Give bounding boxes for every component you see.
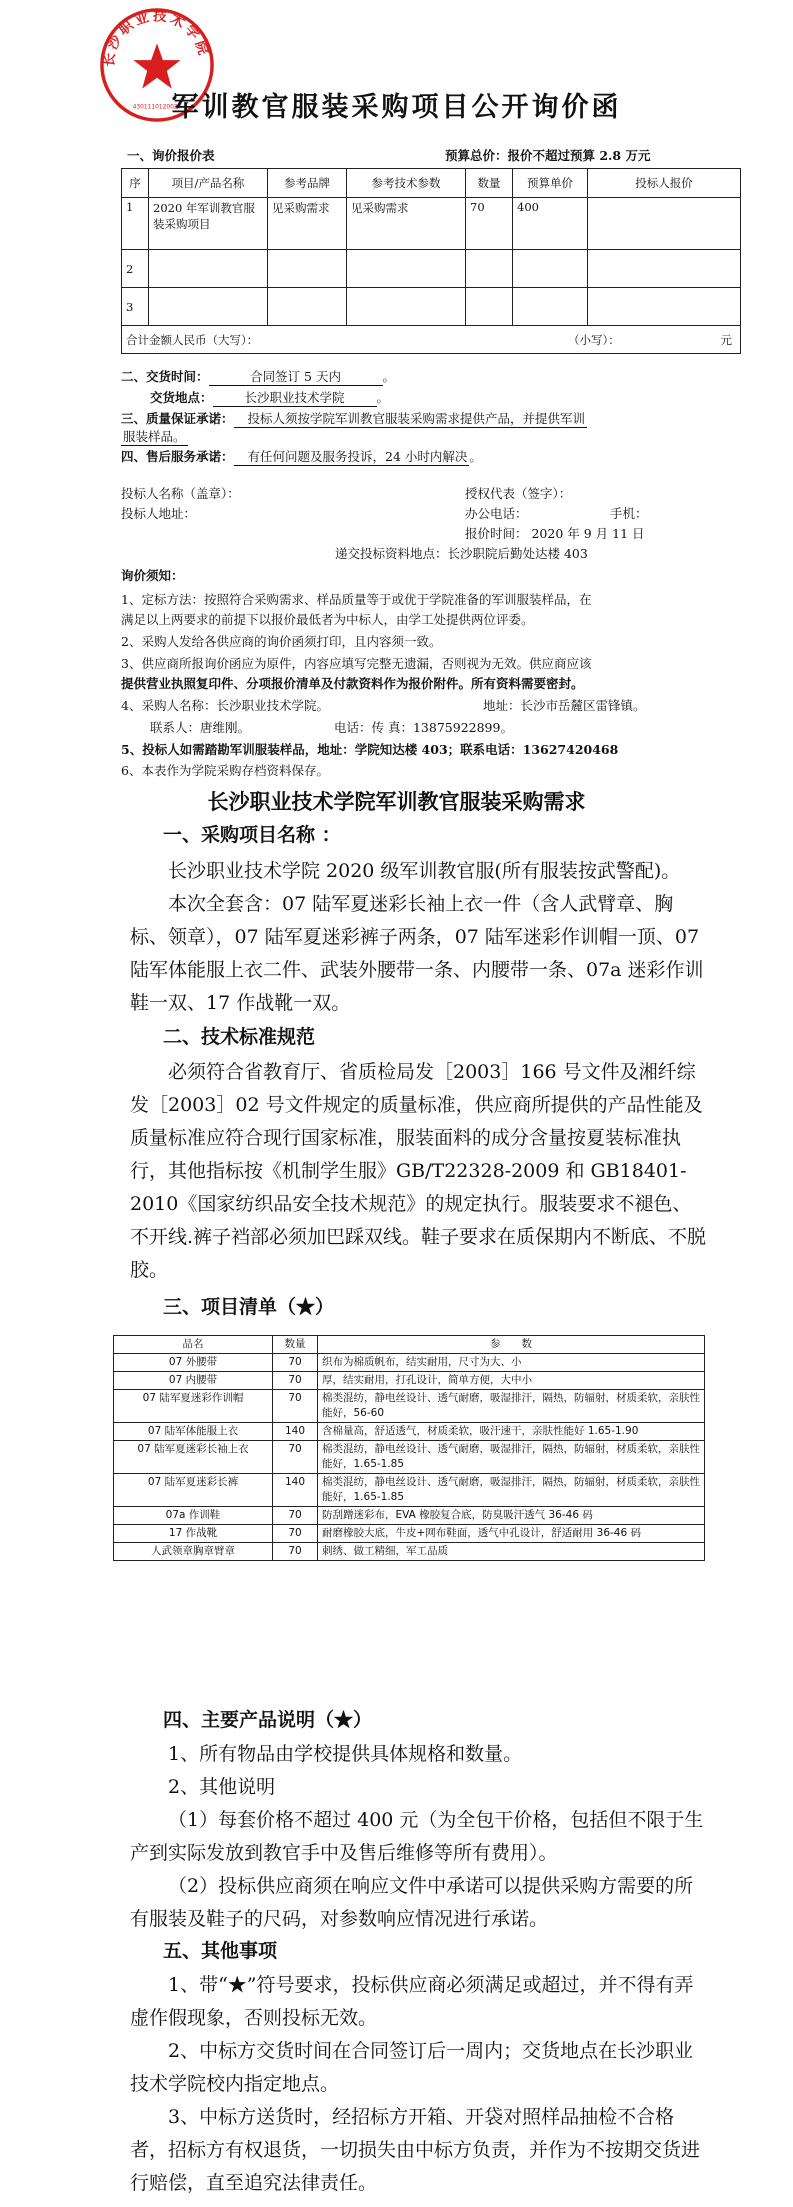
quality-value: 投标人须按学院军训教官服装采购需求提供产品，并提供军训 [234, 409, 588, 428]
service-value: 有任何问题及服务投诉，24 小时内解决 [234, 447, 470, 466]
req2-p1: 1、所有物品由学校提供具体规格和数量。 [168, 1743, 523, 1765]
seal-code: 4301110120020 [132, 104, 182, 111]
table-row: 07a 作训鞋 70 防刮蹭迷彩布，EVA 橡胶复合底，防臭吸汗透气 36-46 码 [114, 1507, 705, 1525]
notice-item: 电话：传 真：13875922899。 [334, 720, 513, 735]
notice-title: 询价须知： [121, 568, 184, 583]
table-row: 1 2020 年军训教官服装采购项目 见采购需求 见采购需求 70 400 [122, 198, 741, 250]
items-table [113, 1335, 705, 1561]
delivery-time-label: 二、交货时间： [121, 369, 209, 384]
req2-p7: 3、中标方送货时，经招标方开箱、开袋对照样品抽检不合格者，招标方有权退货，一切损失由中标方负责，并作为不按期交货进行赔偿，直至追究法律责任。 [130, 2106, 701, 2194]
table-row: 07 陆军夏迷彩长袖上衣 70 棉类混纺，静电丝设计、透气耐磨，吸湿排汗，隔热，防辐射，材质柔软，亲肤性能好，1.65-1.85 [114, 1441, 705, 1474]
req-section-3: 三、项目清单（★） [163, 1296, 335, 1318]
requirement-title: 长沙职业技术学院军训教官服装采购需求 [207, 789, 586, 814]
section1-label: 一、询价报价表 [127, 148, 215, 163]
table-row: 07 陆军体能服上衣 140 含棉量高，舒适透气，材质柔软，吸汗速干，亲肤性能好 1.65-1.90 [114, 1423, 705, 1441]
notice-item: 地址：长沙市岳麓区雷锋镇。 [483, 698, 646, 713]
req2-p5: 1、带“★”符号要求，投标供应商必须满足或超过，并不得有弄虚作假现象，否则投标无效。 [130, 1974, 694, 2029]
notice-item: 满足以上两要求的前提下以报价最低者为中标人，由学工处提供两位评委。 [121, 612, 534, 627]
notice-item: 6、本表作为学院采购存档资料保存。 [121, 763, 329, 778]
req2-p3: （1）每套价格不超过 400 元（为全包干价格，包括但不限于生产到实际发放到教官手中及售后维修等所有费用）。 [130, 1809, 704, 1864]
bidder-name: 投标人名称（盖章）： [121, 486, 240, 501]
req-section-1: 一、采购项目名称 ： [163, 824, 341, 846]
notice-item: 4、采购人名称：长沙职业技术学院。 [121, 698, 329, 713]
quote-header: 数量 [466, 169, 513, 198]
bidder-mobile: 手机： [610, 506, 648, 521]
bidder-addr: 投标人地址： [121, 506, 197, 521]
req2-p2: 2、其他说明 [168, 1776, 276, 1798]
delivery-time-value: 合同签订 5 天内 [209, 367, 383, 386]
budget-note: 预算总价：报价不超过预算 2.8 万元 [445, 148, 651, 163]
quote-header: 投标人报价 [588, 169, 741, 198]
table-row: 07 陆军夏迷彩作训帽 70 棉类混纺，静电丝设计、透气耐磨，吸湿排汗，隔热，防辐射，材质柔软，亲肤性能好，56-60 [114, 1390, 705, 1423]
notice-item: 2、采购人发给各供应商的询价函须打印，且内容须一致。 [121, 634, 442, 649]
service-label: 四、售后服务承诺： [121, 449, 234, 464]
total-row [122, 326, 741, 354]
unit-label: 元 [720, 332, 732, 347]
table-row: 2 [122, 250, 741, 288]
delivery-place-label: 交货地点： [150, 390, 213, 405]
items-header: 数量 [273, 1336, 318, 1354]
req-section-2: 二、技术标准规范 [163, 1026, 316, 1048]
delivery-place-value: 长沙职业技术学院 [213, 388, 377, 407]
quote-header: 参考技术参数 [347, 169, 466, 198]
req-section-5: 五、其他事项 [163, 1940, 278, 1962]
req-section-4: 四、主要产品说明（★） [163, 1709, 373, 1731]
table-row: 07 内腰带 70 厚，结实耐用，打孔设计，简单方便，大中小 [114, 1372, 705, 1390]
notice-item: 5、投标人如需踏勘军训服装样品，地址：学院知达楼 403；联系电话：13627420468 [121, 742, 619, 757]
notice-item: 联系人：唐维刚。 [150, 720, 251, 735]
table-row: 07 外腰带 70 织布为棉质帆布，结实耐用，尺寸为大、小 [114, 1354, 705, 1372]
req2-p6: 2、中标方交货时间在合同签订后一周内；交货地点在长沙职业技术学院校内指定地点。 [130, 2040, 694, 2095]
table-row: 07 陆军夏迷彩长裤 140 棉类混纺，静电丝设计、透气耐磨，吸湿排汗，隔热，防辐射，材质柔软，亲肤性能好，1.65-1.85 [114, 1474, 705, 1507]
req-p3: 必须符合省教育厅、省质检局发［2003］166 号文件及湘纤综发［2003］02 号文件规定的质量标准，供应商所提供的产品性能及质量标准应符合现行国家标准，服装面料的成分含量按夏装标准执行，其他指标按《机制学生服》GB/T22328-2009 和 GB18401-2010《国家纺织品安全技术规范》的规定执行。服装要求不褪色、不开线.裤子裆部必须加巴踩双线。鞋子要求在质保期内不断底、不脱胶。 [130, 1061, 707, 1281]
quality-value-2: 服装样品。 [123, 429, 186, 444]
quote-table [121, 168, 741, 354]
notice-item: 3、供应商所报询价函应为原件，内容应填写完整无遗漏，否则视为无效。供应商应该 [121, 656, 592, 671]
quote-header: 参考品牌 [268, 169, 347, 198]
quote-header: 序 [122, 169, 149, 198]
small-label: （小写）： [568, 332, 620, 347]
quote-header: 预算单价 [513, 169, 588, 198]
table-row: 17 作战靴 70 耐磨橡胶大底，牛皮+网布鞋面，透气中孔设计，舒适耐用 36-46 码 [114, 1525, 705, 1543]
notice-item: 提供营业执照复印件、分项报价清单及付款资料作为报价附件。所有资料需要密封。 [121, 676, 584, 691]
req2-p4: （2）投标供应商须在响应文件中承诺可以提供采购方需要的所有服装及鞋子的尺码，对参数响应情况进行承诺。 [130, 1875, 694, 1930]
quote-header: 项目/产品名称 [149, 169, 268, 198]
bidder-rep: 授权代表（签字）： [465, 486, 572, 501]
document-title: 军训教官服装采购项目公开询价函 [171, 92, 622, 123]
bidder-phone: 办公电话： [465, 506, 528, 521]
items-header: 参 数 [318, 1336, 705, 1354]
items-header: 品名 [114, 1336, 273, 1354]
table-row: 3 [122, 288, 741, 326]
seal-text: 长沙职业技术学院 [101, 8, 213, 68]
quality-label: 三、质量保证承诺： [121, 411, 234, 426]
req-p1: 长沙职业技术学院 2020 级军训教官服(所有服装按武警配)。 [168, 860, 681, 882]
notice-item: 1、定标方法：按照符合采购需求、样品质量等于或优于学院准备的军训服装样品，在 [121, 592, 592, 607]
submit-place: 递交投标资料地点：长沙职院后勤处达楼 403 [335, 546, 588, 561]
req-p2: 本次全套含：07 陆军夏迷彩长袖上衣一件（含人武臂章、胸标、领章），07 陆军夏迷彩裤子两条，07 陆军迷彩作训帽一顶、07 陆军体能服上衣二件、武装外腰带一条、内腰带一条、07a 迷彩作训鞋一双、17 作战靴一双。 [130, 893, 704, 1014]
total-label: 合计金额人民币（大写）： [126, 332, 259, 347]
bid-date: 报价时间： 2020 年 9 月 11 日 [465, 526, 645, 541]
table-row: 人武领章胸章臂章 70 刺绣、做工精细，军工品质 [114, 1543, 705, 1561]
